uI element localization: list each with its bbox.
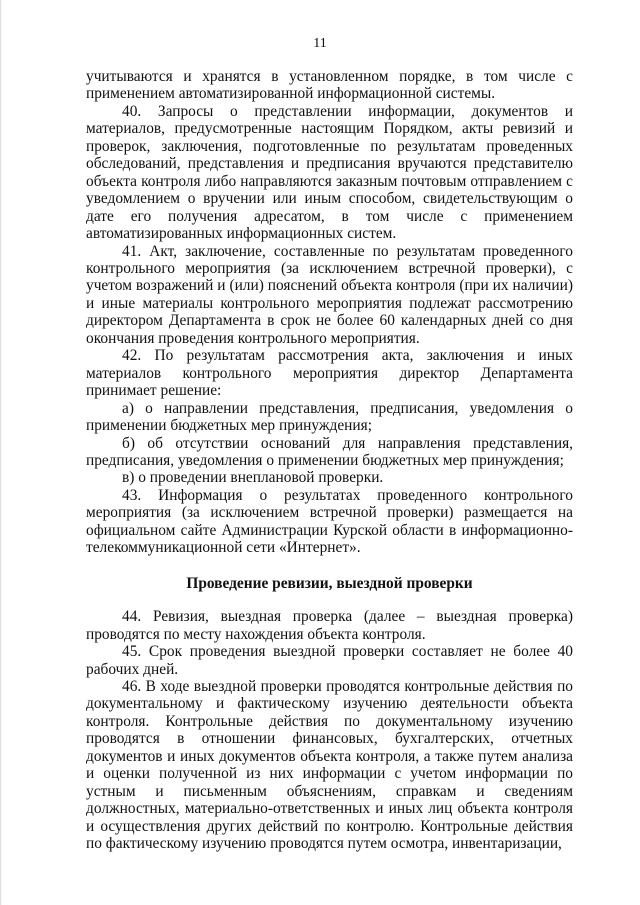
- paragraph-42-v: в) о проведении внеплановой проверки.: [122, 469, 384, 487]
- paragraph-45: 45. Срок проведения выездной проверки составляет не более 40 рабочих дней.: [86, 643, 573, 678]
- document-body: [86, 68, 573, 852]
- paragraph-42-b: б) об отсутствии оснований для направления представления, предписания, уведомления о применении бюджетных мер принуждения;: [86, 434, 573, 469]
- page-number: 11: [313, 36, 327, 51]
- paragraph-46: 46. В ходе выездной проверки проводятся контрольные действия по документальному и фактическому изучению деятельности объекта контроля. Контрольные действия по документальному изучению проводятся в отношении финансовых, бухгалтерских, отчетных документов и иных документов объекта контроля, а также путем анализа и оценки полученной из них информации с учетом информации по устным и письменным объяснениям, справкам и сведениям должностных, материально-ответственных и иных лиц объекта контроля и осуществления других действий по контролю. Контрольные действия по фактическому изучению проводятся путем осмотра, инвентаризации,: [86, 677, 573, 853]
- scan-edge-shadow: [0, 0, 2, 905]
- paragraph-42: 42. По результатам рассмотрения акта, заключения и иных материалов контрольного мероприятия директор Департамента принимает решение:: [86, 347, 573, 400]
- paragraph-40: 40. Запросы о представлении информации, документов и материалов, предусмотренные настоящим Порядком, акты ревизий и проверок, заключения, подготовленные по результатам проведенных обследований, представления и предписания вручаются представителю объекта контроля либо направляются заказным почтовым отправлением с уведомлением о вручении или иным способом, свидетельствующим о дате его получения адресатом, в том числе с применением автоматизированных информационных систем.: [86, 102, 573, 243]
- paragraph-44: 44. Ревизия, выездная проверка (далее – выездная проверка) проводятся по месту нахождения объекта контроля.: [86, 608, 573, 643]
- paragraph-42-a: а) о направлении представления, предписания, уведомления о применении бюджетных мер принуждения;: [86, 399, 573, 435]
- section-heading: Проведение ревизии, выездной проверки: [186, 574, 473, 592]
- paragraph-41: 41. Акт, заключение, составленные по результатам проведенного контрольного мероприятия (за исключением встречной проверки), с учетом возражений и (или) пояснений объекта контроля (при их наличии) и иные материалы контрольного мероприятия подлежат рассмотрению директором Департамента в срок не более 60 календарных дней со дня окончания проведения контрольного мероприятия.: [86, 242, 573, 347]
- paragraph-continuation: учитываются и хранятся в установленном порядке, в том числе с применением автоматизированной информационной системы.: [86, 68, 573, 103]
- paragraph-43: 43. Информация о результатах проведенного контрольного мероприятия (за исключением встречной проверки) размещается на официальном сайте Администрации Курской области в информационно-телекоммуникационной сети «Интернет».: [86, 486, 573, 557]
